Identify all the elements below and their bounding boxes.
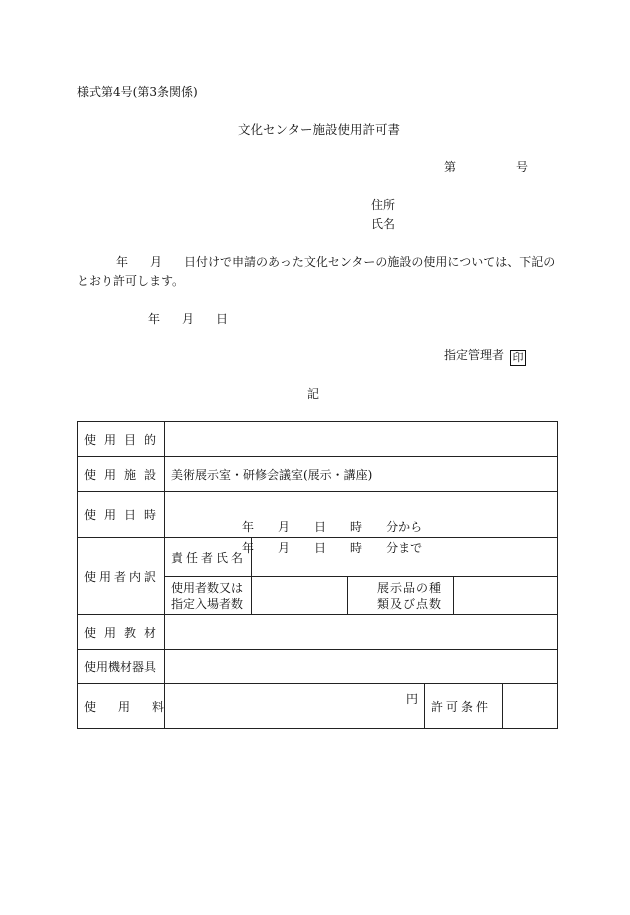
form-id: 様式第4号(第3条関係)	[77, 85, 198, 99]
row-fee	[78, 684, 558, 729]
exhibit-value[interactable]	[454, 577, 558, 615]
user-label: 使用者内訳	[84, 569, 160, 584]
materials-label-cell	[78, 615, 165, 650]
permit-table	[77, 421, 558, 729]
document-number	[444, 161, 528, 173]
to-year: 年	[242, 540, 255, 555]
date-year: 年	[148, 312, 161, 326]
materials-value[interactable]	[165, 615, 558, 650]
fee-label: 使用料	[84, 699, 187, 714]
conditions-label: 許可条件	[431, 699, 492, 714]
fee-label-cell	[78, 684, 187, 729]
row-equipment	[78, 650, 558, 684]
equipment-label: 使用機材器具	[84, 660, 157, 674]
exhibit-label-cell	[348, 577, 454, 615]
from-minute: 分から	[386, 519, 423, 534]
row-datetime	[78, 492, 558, 538]
body-month: 月	[150, 255, 163, 269]
users-count-label-cell	[165, 577, 252, 615]
from-month: 月	[278, 519, 291, 534]
body-line-2: とおり許可します。	[77, 274, 185, 288]
exhibit-label-1: 展示品の種	[377, 580, 443, 595]
number-go: 号	[516, 160, 529, 174]
conditions-value[interactable]	[503, 684, 557, 728]
purpose-label-cell	[78, 422, 165, 457]
facility-label-cell	[78, 457, 165, 492]
name-label: 氏名	[371, 217, 396, 231]
users-count-value[interactable]	[252, 577, 348, 615]
document-title: 文化センター施設使用許可書	[238, 122, 401, 137]
address-label: 住所	[371, 198, 396, 212]
from-day: 日	[314, 519, 327, 534]
materials-label: 使用教材	[84, 625, 165, 640]
to-minute: 分まで	[386, 540, 423, 555]
equipment-label-cell	[78, 650, 165, 684]
datetime-label: 使用日時	[84, 508, 165, 522]
responsible-label-cell	[165, 538, 255, 577]
date-month: 月	[182, 312, 195, 326]
responsible-label: 責任者氏名	[171, 550, 247, 565]
users-count-label-2: 指定入場者数	[171, 596, 244, 611]
datetime-value[interactable]	[165, 492, 558, 555]
user-label-cell	[78, 538, 165, 615]
datetime-to-line	[242, 542, 422, 554]
issuer	[444, 349, 526, 366]
conditions-split	[425, 684, 557, 728]
to-hour: 時	[350, 540, 363, 555]
equipment-value[interactable]	[165, 650, 558, 684]
date-day: 日	[216, 312, 229, 326]
purpose-value[interactable]	[165, 422, 558, 457]
conditions-label-box	[425, 684, 503, 728]
exhibit-label-2: 類及び点数	[377, 596, 443, 611]
ki-heading: 記	[307, 387, 320, 401]
from-hour: 時	[350, 519, 363, 534]
issue-date	[148, 313, 228, 325]
users-count-label-1: 使用者数又は	[171, 580, 244, 595]
purpose-label	[84, 431, 165, 448]
facility-label: 使用施設	[84, 467, 165, 482]
to-month: 月	[278, 540, 291, 555]
to-day: 日	[314, 540, 327, 555]
facility-value[interactable]: 美術展示室・研修会議室(展示・講座)	[165, 457, 558, 492]
issuer-label: 指定管理者	[444, 348, 505, 362]
row-facility	[78, 457, 558, 492]
conditions-cell	[425, 684, 558, 729]
body-year: 年	[116, 255, 129, 269]
fee-value[interactable]	[165, 684, 425, 729]
fee-unit: 円	[405, 692, 418, 706]
from-year: 年	[242, 519, 255, 534]
row-purpose	[78, 422, 558, 457]
number-dai: 第	[444, 160, 457, 174]
body-line-1	[116, 256, 555, 268]
datetime-from-line	[242, 521, 422, 533]
purpose-label-text: 使用目的	[84, 432, 165, 447]
row-materials	[78, 615, 558, 650]
body-text-1: 日付けで申請のあった文化センターの施設の使用については、下記の	[184, 255, 556, 269]
datetime-label-cell	[78, 492, 165, 538]
seal-mark: 印	[510, 350, 526, 366]
